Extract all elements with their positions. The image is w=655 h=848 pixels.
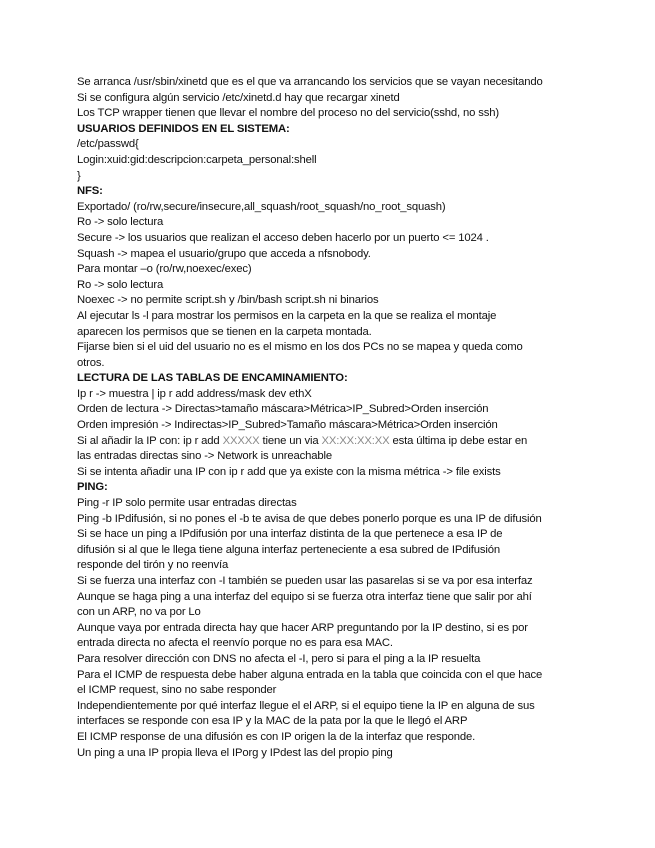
text-line: [77, 527, 587, 543]
text-line: [77, 340, 587, 356]
line-text: Si se hace un ping a IPdifusión por una interfaz distinta de la que pertenece a esa IP de: [77, 528, 503, 541]
text-line: [77, 590, 587, 606]
line-text: Aunque se haga ping a una interfaz del equipo si se fuerza otra interfaz tiene que salir por ahí: [77, 590, 532, 603]
line-text: Si se fuerza una interfaz con -I también se pueden usar las pasarelas si se va por esa interfaz: [77, 575, 533, 587]
line-text: Para resolver dirección con DNS no afecta el -I, pero si para el ping a la IP resuelta: [77, 652, 481, 665]
text-line: [77, 574, 587, 590]
line-text: Squash -> mapea el usuario/grupo que acceda a nfsnobody.: [77, 247, 371, 260]
line-text: difusión si al que le llega tiene alguna interfaz perteneciente a esa subred de IPdifusión: [77, 543, 500, 556]
text-line: [77, 652, 587, 668]
text-line: [77, 605, 587, 621]
line-text: Independientemente por qué interfaz llegue el el ARP, si el equipo tiene la IP en alguna de sus: [77, 699, 535, 712]
text-line: [77, 153, 587, 169]
line-text: tiene un via: [259, 434, 322, 447]
line-text: Un ping a una IP propia lleva el IPorg y IPdest las del propio ping: [77, 746, 393, 759]
text-line: [77, 106, 587, 122]
line-text: Fijarse bien si el uid del usuario no es el mismo en los dos PCs no se mapea y queda como: [77, 341, 523, 354]
text-line: [77, 636, 587, 652]
line-text: USUARIOS DEFINIDOS EN EL SISTEMA:: [77, 122, 290, 135]
line-text: Ping -b IPdifusión, si no pones el -b te avisa de que debes ponerlo porque es una IP de difusión: [77, 512, 542, 525]
text-line: [77, 668, 587, 684]
text-line: [77, 262, 587, 278]
line-text: Para montar –o (ro/rw,noexec/exec): [77, 263, 252, 276]
section-heading: [77, 122, 587, 138]
line-text: Exportado/ (ro/rw,secure/insecure,all_squash/root_squash/no_root_squash): [77, 200, 446, 213]
line-text: Orden de lectura -> Directas>tamaño máscara>Métrica>IP_Subred>Orden inserción: [77, 403, 489, 416]
line-text: /etc/passwd{: [77, 138, 139, 151]
line-text: Secure -> los usuarios que realizan el acceso deben hacerlo por un puerto <= 1024 .: [77, 231, 489, 244]
text-line: [77, 137, 587, 153]
text-line: [77, 215, 587, 231]
line-text: Orden impresión -> Indirectas>IP_Subred>Tamaño máscara>Métrica>Orden inserción: [77, 419, 498, 432]
text-line: [77, 309, 587, 325]
text-line: [77, 325, 587, 341]
line-text: responde del tirón y no reenvía: [77, 559, 229, 572]
line-text: entrada directa no afecta el reenvío porque no es para esa MAC.: [77, 637, 393, 650]
text-line: [77, 200, 587, 216]
placeholder-text: XX:XX:XX:XX: [321, 434, 390, 447]
text-line: [77, 387, 587, 403]
line-text: Ping -r IP solo permite usar entradas directas: [77, 497, 297, 510]
text-line: [77, 730, 587, 746]
line-text: Aunque vaya por entrada directa hay que hacer ARP preguntando por la IP destino, si es por: [77, 621, 528, 634]
text-line: [77, 247, 587, 263]
text-line: [77, 512, 587, 528]
line-text: Si al añadir la IP con: ip r add: [77, 434, 223, 447]
line-text: aparecen los permisos que se tienen en la carpeta montada.: [77, 325, 372, 338]
text-line: [77, 558, 587, 574]
line-text: NFS:: [77, 185, 103, 198]
line-text: otros.: [77, 356, 105, 369]
placeholder-text: XXXXX: [222, 434, 260, 447]
text-line: [77, 699, 587, 715]
text-line: [77, 465, 587, 481]
line-text: con un ARP, no va por Lo: [77, 606, 201, 619]
text-line: [77, 714, 587, 730]
line-text: Ro -> solo lectura: [77, 278, 164, 291]
text-line: [77, 543, 587, 559]
text-line: [77, 169, 587, 185]
section-heading: [77, 184, 587, 200]
line-text: interfaces se responde con esa IP y la MAC de la pata por la que le llegó el ARP: [77, 715, 468, 728]
line-text: PING:: [77, 481, 108, 494]
text-line: [77, 278, 587, 294]
text-line: [77, 496, 587, 512]
line-text: Al ejecutar ls -l para mostrar los permisos en la carpeta en la que se realiza el montaje: [77, 309, 497, 322]
text-line: [77, 418, 587, 434]
text-line: [77, 683, 587, 699]
text-line: [77, 356, 587, 372]
text-line: [77, 434, 587, 450]
line-text: Login:xuid:gid:descripcion:carpeta_personal:shell: [77, 153, 317, 166]
line-text: Se arranca /usr/sbin/xinetd que es el que va arrancando los servicios que se vayan necesitando: [77, 76, 543, 88]
line-text: el ICMP request, sino no sabe responder: [77, 684, 277, 697]
text-line: [77, 746, 587, 762]
line-text: Ip r -> muestra | ip r add address/mask dev ethX: [77, 387, 312, 400]
document-body: [77, 75, 587, 761]
line-text: Si se intenta añadir una IP con ip r add que ya existe con la misma métrica -> file exists: [77, 465, 501, 478]
text-line: [77, 402, 587, 418]
line-text: esta última ip debe estar en: [389, 434, 528, 447]
line-text: Ro -> solo lectura: [77, 216, 164, 229]
line-text: El ICMP response de una difusión es con IP origen la de la interfaz que responde.: [77, 730, 476, 743]
line-text: }: [77, 169, 81, 182]
line-text: Para el ICMP de respuesta debe haber alguna entrada en la tabla que coincida con el que hace: [77, 668, 543, 681]
text-line: [77, 91, 587, 107]
section-heading: [77, 371, 587, 387]
line-text: las entradas directas sino -> Network is unreachable: [77, 450, 332, 463]
line-text: Noexec -> no permite script.sh y /bin/bash script.sh ni binarios: [77, 294, 379, 307]
line-text: Si se configura algún servicio /etc/xinetd.d hay que recargar xinetd: [77, 91, 400, 104]
text-line: [77, 449, 587, 465]
text-line: [77, 75, 587, 91]
text-line: [77, 293, 587, 309]
text-line: [77, 231, 587, 247]
line-text: LECTURA DE LAS TABLAS DE ENCAMINAMIENTO:: [77, 372, 348, 385]
line-text: Los TCP wrapper tienen que llevar el nombre del proceso no del servicio(sshd, no ssh): [77, 107, 499, 120]
section-heading: [77, 480, 587, 496]
text-line: [77, 621, 587, 637]
